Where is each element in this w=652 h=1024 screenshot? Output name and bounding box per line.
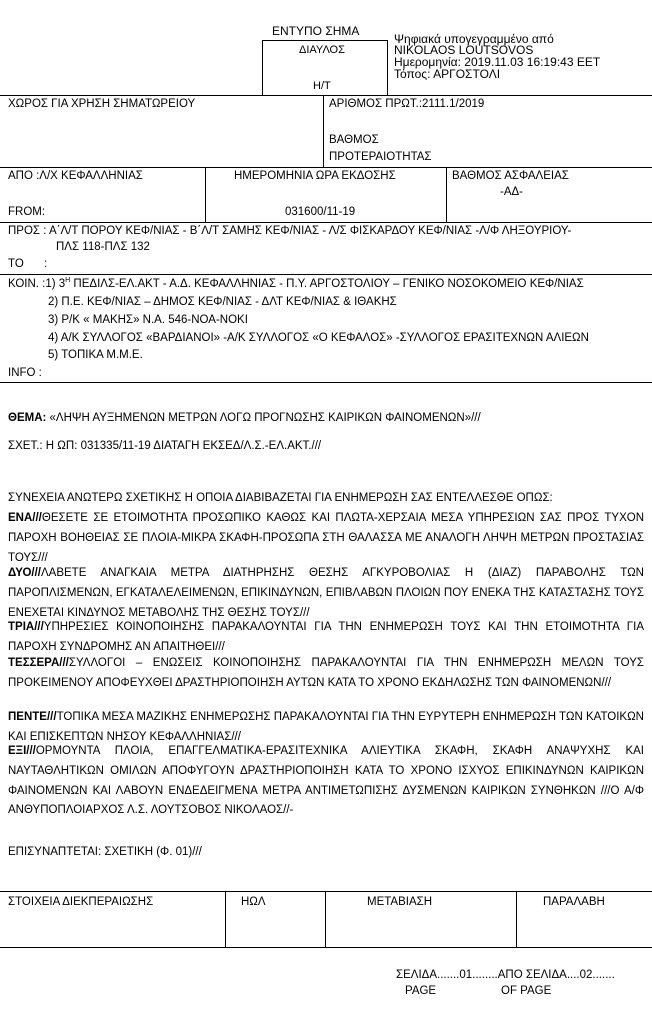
to-label-en: ΤΟ [8, 258, 24, 270]
rule-recipients-top [0, 222, 652, 223]
priority-label-line-1: ΒΑΘΜΟΣ [329, 134, 379, 146]
security-value: -ΑΔ- [500, 186, 524, 198]
koin-line-5: 5) ΤΟΠΙΚΑ Μ.Μ.Ε. [48, 349, 143, 361]
rule-from-divider-2 [446, 167, 447, 222]
reference: ΣΧΕΤ.: Η ΩΠ: 031335/11-19 ΔΙΑΤΑΓΗ ΕΚΣΕΔ/Λ.Σ.-ΕΛ.ΑΚΤ./// [8, 440, 322, 452]
rule-page-top [0, 947, 652, 948]
rule-from-divider-1 [205, 167, 206, 222]
channel-box-right-border [387, 40, 388, 95]
processing-details-label: ΣΤΟΙΧΕΙΑ ΔΙΕΚΠΕΡΑΙΩΣΗΣ [8, 896, 154, 908]
paragraph-6-label: ΕΞΙ/// [8, 745, 36, 757]
paragraph-6 [8, 742, 644, 821]
paragraph-2 [8, 564, 644, 623]
paragraph-1-label: ΕΝΑ/// [8, 512, 42, 524]
koin-1-sup: Η [65, 277, 71, 285]
from-label: ΑΠΟ :Λ/Χ ΚΕΦΑΛΛΗΝΙΑΣ [8, 170, 143, 182]
paragraph-6-text: ΟΡΜΟΥΝΤΑ ΠΛΟΙΑ, ΕΠΑΓΓΕΛΜΑΤΙΚΑ-ΕΡΑΣΙΤΕΧΝΙΚΑ ΑΛΙΕΥΤΙΚΑ ΣΚΑΦΗ, ΣΚΑΦΗ ΑΝΑΨΥΧΗΣ ΚΑΙ ΝΑΥΤΑΘΛΗΤΙΚΩΝ ΟΜΙΛΩΝ ΑΠΟΦΥΓΟΥΝ ΔΡΑΣΤΗΡΙΟΠΟΙΗΣΗ ΚΑΤΑ ΤΟ ΧΡΟΝΟ ΙΣΧΥΟΣ ΕΠΙΚΙΝΔΥΝΩΝ ΚΑΙΡΙΚΩΝ ΦΑΙΝΟΜΕΝΩΝ ΚΑΙ ΛΑΒΟΥΝ ΕΝΔΕΔΕΙΓΜΕΝΑ ΜΕΤΡΑ ΑΝΤΙΜΕΤΩΠΙΣΗΣ ΔΥΣΜΕΝΩΝ ΚΑΙΡΙΚΩΝ ΣΥΝΘΗΚΩΝ ///Ο Α/Φ ΑΝΘΥΠΟΠΛΟΙΑΡΧΟΣ Λ.Σ. ΛΟΥΤΣΟΒΟΣ ΝΙΚΟΛΑΟΣ//- [8, 745, 644, 817]
rule-footer-divider-3 [516, 891, 517, 947]
page-counter: ΣΕΛΙΔΑ.......01........ΑΠΟ ΣΕΛΙΔΑ....02....... [396, 969, 615, 981]
paragraph-1 [8, 509, 644, 568]
koin-line-3: 3) Ρ/Κ « ΜΑΚΗΣ» Ν.Α. 546-ΝΟΑ-ΝΟΚΙ [48, 314, 248, 326]
paragraph-4 [8, 654, 644, 694]
of-page-label-en: OF PAGE [501, 985, 552, 997]
subject-text: «ΛΗΨΗ ΑΥΞΗΜΕΝΩΝ ΜΕΤΡΩΝ ΛΟΓΩ ΠΡΟΓΝΩΣΗΣ ΚΑΙΡΙΚΩΝ ΦΑΙΝΟΜΕΝΩΝ»/// [46, 412, 481, 424]
protocol-number: ΑΡΙΘΜΟΣ ΠΡΩΤ.:2111.1/2019 [329, 98, 485, 110]
issue-datetime-label: ΗΜΕΡΟΜΗΝΙΑ ΩΡΑ ΕΚΔΟΣΗΣ [234, 170, 396, 182]
channel-box-left-border [262, 40, 263, 95]
attachment-note: ΕΠΙΣΥΝΑΠΤΕΤΑΙ: ΣΧΕΤΙΚΗ (Φ. 01)/// [8, 846, 202, 858]
rule-koin-top [0, 274, 652, 275]
priority-label-line-2: ΠΡΟΤΕΡΑΙΟΤΗΤΑΣ [329, 151, 432, 163]
koin-line-1 [8, 278, 584, 290]
channel-box-top-border [262, 40, 387, 41]
channel-value: Η/Τ [313, 80, 331, 92]
paragraph-4-label: ΤΕΣΣΕΡΑ/// [8, 657, 69, 669]
rule-footer-divider-1 [225, 891, 226, 947]
security-label: ΒΑΘΜΟΣ ΑΣΦΑΛΕΙΑΣ [452, 170, 569, 182]
paragraph-3-label: ΤΡΙΑ/// [8, 621, 44, 633]
to-line-1: ΠΡΟΣ : Α΄Λ/Τ ΠΟΡΟΥ ΚΕΦ/ΝΙΑΣ - Β΄Λ/Τ ΣΑΜΗΣ ΚΕΦ/ΝΙΑΣ - Λ/Σ ΦΙΣΚΑΡΔΟΥ ΚΕΦ/ΝΙΑΣ -Λ/Φ ΛΗΞΟΥΡΙΟΥ- [8, 225, 572, 237]
koin-1-post: ΠΕΔΙΛΣ-ΕΛ.ΑΚΤ - Α.Δ. ΚΕΦΑΛΛΗΝΙΑΣ - Π.Υ. ΑΡΓΟΣΤΟΛΙΟΥ – ΓΕΝΙΚΟ ΝΟΣΟΚΟΜΕΙΟ ΚΕΦ/ΝΙΑΣ [70, 278, 584, 290]
to-label-en-colon: : [44, 258, 48, 270]
receipt-label: ΠΑΡΑΛΑΒΗ [543, 896, 605, 908]
to-line-2: ΠΛΣ 118-ΠΛΣ 132 [56, 241, 150, 253]
koin-line-2: 2) Π.Ε. ΚΕΦ/ΝΙΑΣ – ΔΗΜΟΣ ΚΕΦ/ΝΙΑΣ - ΔΛΤ ΚΕΦ/ΝΙΑΣ & ΙΘΑΚΗΣ [48, 296, 397, 308]
paragraph-4-text: ΣΥΛΛΟΓΟΙ – ΕΝΩΣΕΙΣ ΚΟΙΝΟΠΟΙΗΣΗΣ ΠΑΡΑΚΑΛΟΥΝΤΑΙ ΓΙΑ ΤΗΝ ΕΝΗΜΕΡΩΣΗ ΜΕΛΩΝ ΤΟΥΣ ΠΡΟΚΕΙΜΕΝΟΥ ΑΠΟΦΕΥΧΘΕΙ ΔΡΑΣΤΗΡΙΟΠΟΙΗΣΗ ΑΥΤΩΝ ΚΑΤΑ ΤΟ ΧΡΟΝΟ ΕΚΔΗΛΩΣΗΣ ΤΩΝ ΦΑΙΝΟΜΕΝΩΝ/// [8, 657, 644, 689]
paragraph-2-label: ΔΥΟ/// [8, 567, 41, 579]
from-label-en: FROM: [8, 206, 46, 218]
page-label-en: PAGE [405, 985, 437, 997]
hol-label: ΗΩΛ [241, 896, 266, 908]
signature-line-2: NIKOLAOS LOUTSOVOS [394, 43, 534, 57]
info-label: INFO : [8, 367, 42, 379]
rule-footer-top [0, 891, 652, 892]
form-title: ΕΝΤΥΠΟ ΣΗΜΑ [272, 24, 360, 38]
rule-footer-divider-2 [325, 891, 326, 947]
transfer-label: ΜΕΤΑΒΙΑΣΗ [367, 896, 433, 908]
subject-label: ΘΕΜΑ: [8, 412, 47, 424]
signature-line-4: Τόπος: ΑΡΓΟΣΤΟΛΙ [394, 67, 501, 81]
subject [8, 412, 481, 424]
paragraph-5-text: ΤΟΠΙΚΑ ΜΕΣΑ ΜΑΖΙΚΗΣ ΕΝΗΜΕΡΩΣΗΣ ΠΑΡΑΚΑΛΟΥΝΤΑΙ ΓΙΑ ΤΗΝ ΕΥΡΥΤΕΡΗ ΕΝΗΜΕΡΩΣΗ ΤΩΝ ΚΑΤΟΙΚΩΝ ΚΑΙ ΕΠΙΣΚΕΠΤΩΝ ΝΗΣΟΥ ΚΕΦΑΛΛΗΝΙΑΣ/// [8, 711, 644, 743]
rule-header-divider [323, 95, 324, 167]
signature-line-3: Ημερομηνία: 2019.11.03 16:19:43 EET [394, 55, 601, 69]
rule-header-top [0, 95, 652, 96]
rule-from-top [0, 167, 652, 168]
rule-body-top [0, 382, 652, 383]
paragraph-3 [8, 618, 644, 658]
paragraph-3-text: ΥΠΗΡΕΣΙΕΣ ΚΟΙΝΟΠΟΙΗΣΗΣ ΠΑΡΑΚΑΛΟΥΝΤΑΙ ΓΙΑ ΤΗΝ ΕΝΗΜΕΡΩΣΗ ΤΟΥΣ ΚΑΙ ΤΗΝ ΕΤΟΙΜΟΤΗΤΑ ΓΙΑ ΠΑΡΟΧΗ ΣΥΝΔΡΟΜΗΣ ΑΝ ΑΠΑΙΤΗΘΕΙ/// [8, 621, 644, 653]
intro-text: ΣΥΝΕΧΕΙΑ ΑΝΩΤΕΡΩ ΣΧΕΤΙΚΗΣ Η ΟΠΟΙΑ ΔΙΑΒΙΒΑΖΕΤΑΙ ΓΙΑ ΕΝΗΜΕΡΩΣΗ ΣΑΣ ΕΝΤΕΛΛΕΣΘΕ ΟΠΩΣ: [8, 492, 553, 504]
signature-line-1: Ψηφιακά υπογεγραμμένο από [394, 32, 554, 46]
issue-datetime-value: 031600/11-19 [285, 206, 356, 218]
paragraph-1-text: ΘΕΣΕΤΕ ΣΕ ΕΤΟΙΜΟΤΗΤΑ ΠΡΟΣΩΠΙΚΟ ΚΑΘΩΣ ΚΑΙ ΠΛΩΤΑ-ΧΕΡΣΑΙΑ ΜΕΣΑ ΥΠΗΡΕΣΙΩΝ ΣΑΣ ΠΡΟΣ ΤΥΧΟΝ ΠΑΡΟΧΗ ΒΟΗΘΕΙΑΣ ΣΕ ΠΛΟΙΑ-ΜΙΚΡΑ ΣΚΑΦΗ-ΠΡΟΣΩΠΑ ΣΤΗ ΘΑΛΑΣΣΑ ΜΕ ΑΝΑΛΟΓΗ ΛΗΨΗ ΜΕΤΡΩΝ ΠΡΟΣΤΑΣΙΑΣ ΤΟΥΣ/// [8, 512, 644, 564]
koin-line-4: 4) Α/Κ ΣΥΛΛΟΓΟΣ «ΒΑΡΔΙΑΝΟΙ» -Α/Κ ΣΥΛΛΟΓΟΣ «Ο ΚΕΦΑΛΟΣ» -ΣΥΛΛΟΓΟΣ ΕΡΑΣΙΤΕΧΝΩΝ ΑΛΙΕΩΝ [48, 332, 589, 344]
koin-1-pre: ΚΟΙΝ. :1) 3 [8, 278, 66, 290]
paragraph-2-text: ΛΑΒΕΤΕ ΑΝΑΓΚΑΙΑ ΜΕΤΡΑ ΔΙΑΤΗΡΗΣΗΣ ΘΕΣΗΣ ΑΓΚΥΡΟΒΟΛΙΑΣ Η (ΔΙΑΖ) ΠΑΡΑΒΟΛΗΣ ΤΩΝ ΠΑΡΟΠΛΙΣΜΕΝΩΝ, ΕΓΚΑΤΑΛΕΛΕΙΜΕΝΩΝ, ΕΠΙΚΙΝΔΥΝΩΝ, ΕΠΙΒΛΑΒΩΝ ΠΛΟΙΩΝ ΠΟΥ ΕΝΕΚΑ ΤΗΣ ΚΑΤΑΣΤΑΣΗΣ ΤΟΥΣ ΕΝΕΧΕΤΑΙ ΚΙΝΔΥΝΟΣ ΜΕΤΑΒΟΛΗΣ ΤΗΣ ΘΕΣΗΣ ΤΟΥΣ/// [8, 567, 644, 619]
channel-label: ΔΙΑΥΛΟΣ [299, 44, 345, 56]
paragraph-5-label: ΠΕΝΤΕ/// [8, 711, 57, 723]
signal-space-label: ΧΩΡΟΣ ΓΙΑ ΧΡΗΣΗ ΣΗΜΑΤΩΡΕΙΟΥ [8, 98, 196, 110]
